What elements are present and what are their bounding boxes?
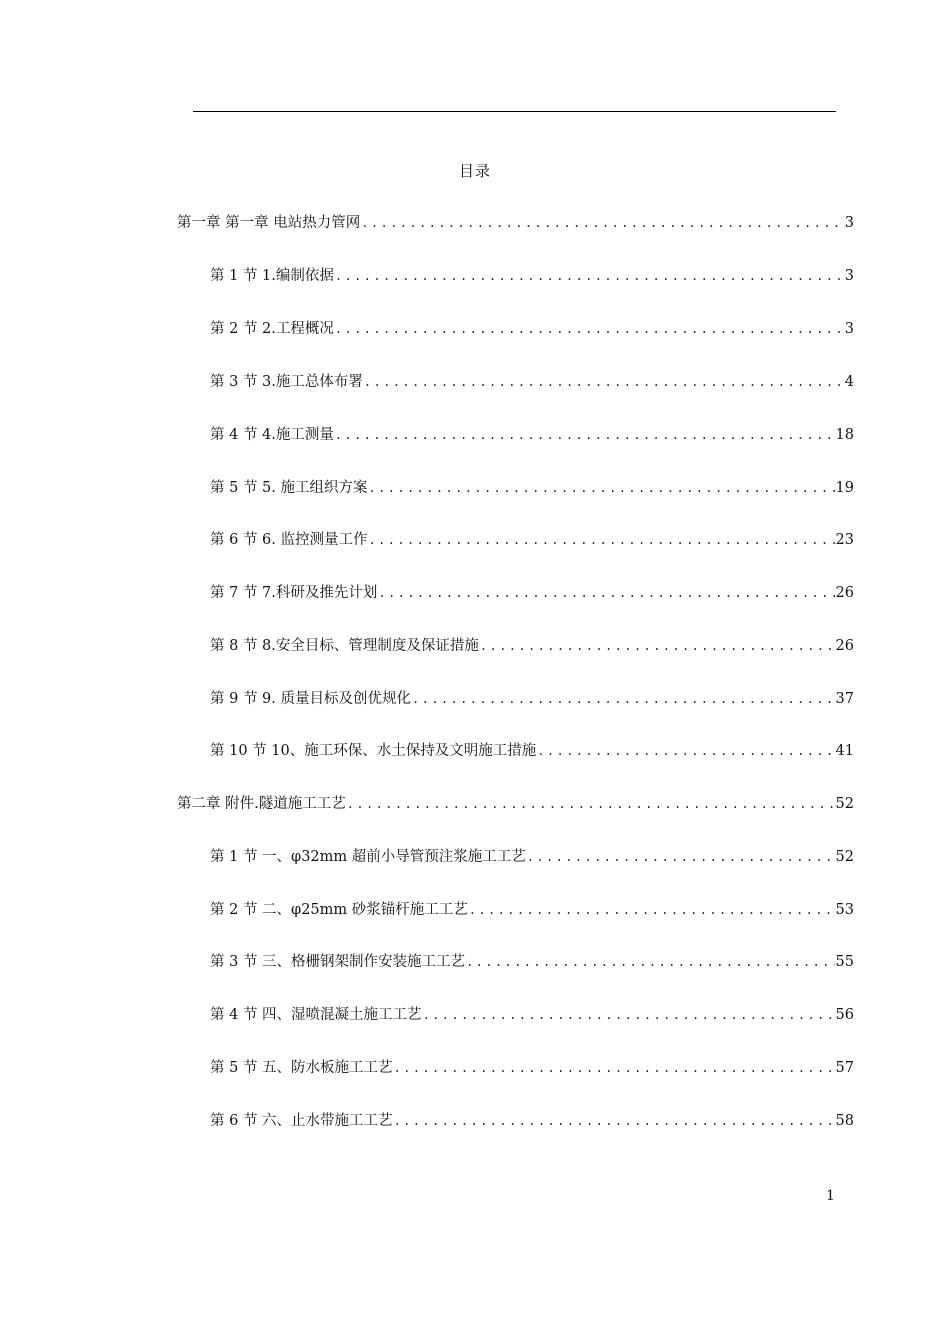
toc-entry-label: 第 3 节 三、格栅钢架制作安装施工工艺 xyxy=(210,954,466,970)
toc-entry-page: 57 xyxy=(835,1060,854,1076)
toc-entry-page: 52 xyxy=(835,849,854,865)
toc-leader-dots xyxy=(347,794,835,814)
toc-entry[interactable] xyxy=(210,319,854,339)
toc-leader-dots xyxy=(394,1111,835,1131)
toc-entry[interactable] xyxy=(210,689,854,709)
toc-entry-label: 第 8 节 8.安全目标、管理制度及保证措施 xyxy=(210,638,479,654)
toc-entry-label: 第 9 节 9. 质量目标及创优规化 xyxy=(210,691,411,707)
toc-entry-page: 37 xyxy=(835,691,854,707)
toc-entry-page: 52 xyxy=(835,796,854,812)
toc-entry-page: 3 xyxy=(844,215,854,231)
toc-entry-label: 第 2 节 2.工程概况 xyxy=(210,321,334,337)
toc-leader-dots xyxy=(369,478,835,498)
toc-leader-dots xyxy=(469,900,835,920)
toc-entry[interactable] xyxy=(210,847,854,867)
toc-title: 目录 xyxy=(458,162,491,180)
toc-entry-page: 41 xyxy=(835,743,854,759)
toc-entry-label: 第 10 节 10、施工环保、水土保持及文明施工措施 xyxy=(210,743,537,759)
toc-entry-page: 26 xyxy=(835,638,854,654)
toc-entry-page: 3 xyxy=(844,321,854,337)
toc-entry[interactable] xyxy=(210,583,854,603)
toc-entry-label: 第 6 节 6. 监控测量工作 xyxy=(210,532,368,548)
toc-entry-page: 56 xyxy=(835,1007,854,1023)
toc-entry[interactable] xyxy=(210,900,854,920)
toc-entry-label: 第 3 节 3.施工总体布署 xyxy=(210,374,363,390)
toc-leader-dots xyxy=(378,583,834,603)
toc-entry[interactable] xyxy=(210,478,854,498)
toc-entry-page: 26 xyxy=(835,585,854,601)
toc-leader-dots xyxy=(335,266,844,286)
toc-entry-page: 19 xyxy=(835,480,854,496)
toc-entry[interactable] xyxy=(210,636,854,656)
toc-leader-dots xyxy=(369,530,835,550)
toc-entry-label: 第 2 节 二、φ25mm 砂浆锚杆施工工艺 xyxy=(210,902,468,918)
toc-entry-page: 4 xyxy=(844,374,854,390)
toc-entry-label: 第 4 节 4.施工测量 xyxy=(210,427,334,443)
toc-leader-dots xyxy=(466,952,834,972)
toc-entry[interactable] xyxy=(210,741,854,761)
toc-entry[interactable] xyxy=(177,213,854,233)
toc-leader-dots xyxy=(335,319,844,339)
page-number: 1 xyxy=(826,1188,835,1204)
toc-leader-dots xyxy=(361,213,844,233)
toc-entry-label: 第 1 节 1.编制依据 xyxy=(210,268,334,284)
toc-entry-label: 第 6 节 六、止水带施工工艺 xyxy=(210,1113,393,1129)
toc-entry-label: 第 5 节 5. 施工组织方案 xyxy=(210,480,368,496)
toc-leader-dots xyxy=(480,636,835,656)
toc-entry-label: 第 1 节 一、φ32mm 超前小导管预注浆施工工艺 xyxy=(210,849,526,865)
toc-leader-dots xyxy=(364,372,844,392)
header-rule xyxy=(193,111,836,112)
toc-entry-page: 3 xyxy=(844,268,854,284)
toc-leader-dots xyxy=(335,425,835,445)
toc-entry[interactable] xyxy=(210,266,854,286)
toc-leader-dots xyxy=(423,1005,835,1025)
toc-entry[interactable] xyxy=(210,425,854,445)
toc-entry-label: 第 5 节 五、防水板施工工艺 xyxy=(210,1060,393,1076)
toc-entry-page: 18 xyxy=(835,427,854,443)
toc-entry[interactable] xyxy=(210,1005,854,1025)
toc-entry[interactable] xyxy=(210,372,854,392)
toc-leader-dots xyxy=(394,1058,835,1078)
toc-entry-page: 58 xyxy=(835,1113,854,1129)
toc-entry-page: 23 xyxy=(835,532,854,548)
toc-entry-page: 55 xyxy=(835,954,854,970)
toc-entry[interactable] xyxy=(210,952,854,972)
toc-entry-label: 第 7 节 7.科研及推先计划 xyxy=(210,585,378,601)
toc-entry-page: 53 xyxy=(835,902,854,918)
toc-leader-dots xyxy=(412,689,835,709)
toc-entry-label: 第二章 附件.隧道施工工艺 xyxy=(177,796,346,812)
toc-entry-label: 第 4 节 四、湿喷混凝土施工工艺 xyxy=(210,1007,422,1023)
toc-leader-dots xyxy=(527,847,835,867)
toc-entry-label: 第一章 第一章 电站热力管网 xyxy=(177,215,361,231)
toc-leader-dots xyxy=(537,741,834,761)
toc-entry[interactable] xyxy=(210,1058,854,1078)
toc-entry[interactable] xyxy=(210,1111,854,1131)
toc-entry[interactable] xyxy=(210,530,854,550)
toc-entry[interactable] xyxy=(177,794,854,814)
